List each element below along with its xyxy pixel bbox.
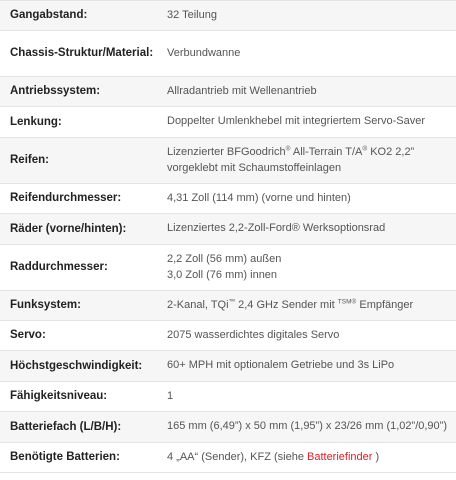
spec-value-text: 4 „AA“ (Sender), KFZ (siehe: [167, 450, 307, 463]
spec-value: 1: [167, 389, 174, 402]
spec-label: Chassis-Struktur/Material:: [10, 47, 154, 59]
spec-label: Räder (vorne/hinten):: [10, 222, 127, 235]
spec-row-drive-system: [0, 77, 456, 107]
spec-value: [155, 450, 456, 466]
spec-row-chassis: [0, 31, 456, 77]
spec-label: Höchstgeschwindigkeit:: [10, 359, 143, 372]
spec-value-line: 3,0 Zoll (76 mm) innen: [167, 268, 278, 281]
spec-row-battery-compartment: [0, 412, 456, 443]
spec-label: Lenkung:: [10, 115, 62, 128]
spec-value-text: 2,4 GHz Sender mit: [235, 298, 338, 311]
spec-value: 2075 wasserdichtes digitales Servo: [167, 328, 340, 341]
spec-row-wheel-diameter: [0, 245, 456, 291]
spec-label: Raddurchmesser:: [10, 261, 108, 273]
spec-label: Antriebssystem:: [10, 85, 101, 97]
spec-value: 4,31 Zoll (114 mm) (vorne und hinten): [167, 191, 351, 204]
spec-row-tire-diameter: [0, 184, 456, 214]
spec-row-top-speed: [0, 351, 456, 382]
spec-value: 32 Teilung: [167, 8, 217, 21]
spec-value-text: All-Terrain T/A: [290, 146, 363, 158]
spec-value: Verbundwanne: [167, 46, 241, 59]
battery-finder-link[interactable]: Batteriefinder: [307, 450, 373, 463]
spec-value: Lizenziertes 2,2-Zoll-Ford® Werksoptionsrad: [167, 222, 386, 235]
spec-value-line: [167, 145, 450, 161]
spec-value-line: vorgeklebt mit Schaumstoffeinlagen: [167, 161, 342, 174]
spec-value-text: Lizenzierter BFGoodrich: [167, 146, 286, 158]
spec-value-line: 2,2 Zoll (56 mm) außen: [167, 253, 282, 265]
spec-label: Reifen:: [10, 154, 49, 166]
spec-value: [155, 252, 456, 283]
spec-label: Fähigkeitsniveau:: [10, 390, 108, 402]
spec-value-text: Empfänger: [356, 298, 414, 311]
trademark-mark: ™: [228, 298, 236, 306]
spec-label: Reifendurchmesser:: [10, 192, 122, 204]
spec-value-text: 2-Kanal, TQi: [167, 298, 229, 311]
spec-row-gear-pitch: [0, 1, 456, 31]
spec-value: [155, 298, 456, 314]
tsm-mark: TSM®: [337, 298, 357, 306]
spec-label: Servo:: [10, 329, 46, 341]
spec-value: Allradantrieb mit Wellenantrieb: [167, 84, 317, 97]
spec-label: Batteriefach (L/B/H):: [10, 420, 122, 433]
spec-row-steering: [0, 107, 456, 138]
spec-row-required-batteries: [0, 443, 456, 473]
registered-mark: ®: [285, 145, 291, 153]
spec-row-servo: [0, 321, 456, 351]
spec-row-skill-level: [0, 382, 456, 412]
spec-value: Doppelter Umlenkhebel mit integriertem Servo-Saver: [167, 115, 425, 128]
spec-value: 60+ MPH mit optionalem Getriebe und 3s LiPo: [167, 359, 395, 372]
spec-row-tires: [0, 138, 456, 184]
spec-label: Benötigte Batterien:: [10, 451, 120, 463]
spec-value: 165 mm (6,49”) x 50 mm (1,95”) x 23/26 mm (1,02”/0,90”): [167, 420, 447, 433]
spec-label: Gangabstand:: [10, 9, 88, 21]
spec-value: [155, 145, 456, 176]
spec-row-wheels: [0, 214, 456, 245]
spec-value-text: KO2 2,2”: [367, 146, 415, 158]
spec-row-radio-system: [0, 291, 456, 321]
registered-mark: ®: [362, 145, 368, 153]
spec-value-text: ): [372, 450, 380, 463]
spec-label: Funksystem:: [10, 299, 81, 311]
